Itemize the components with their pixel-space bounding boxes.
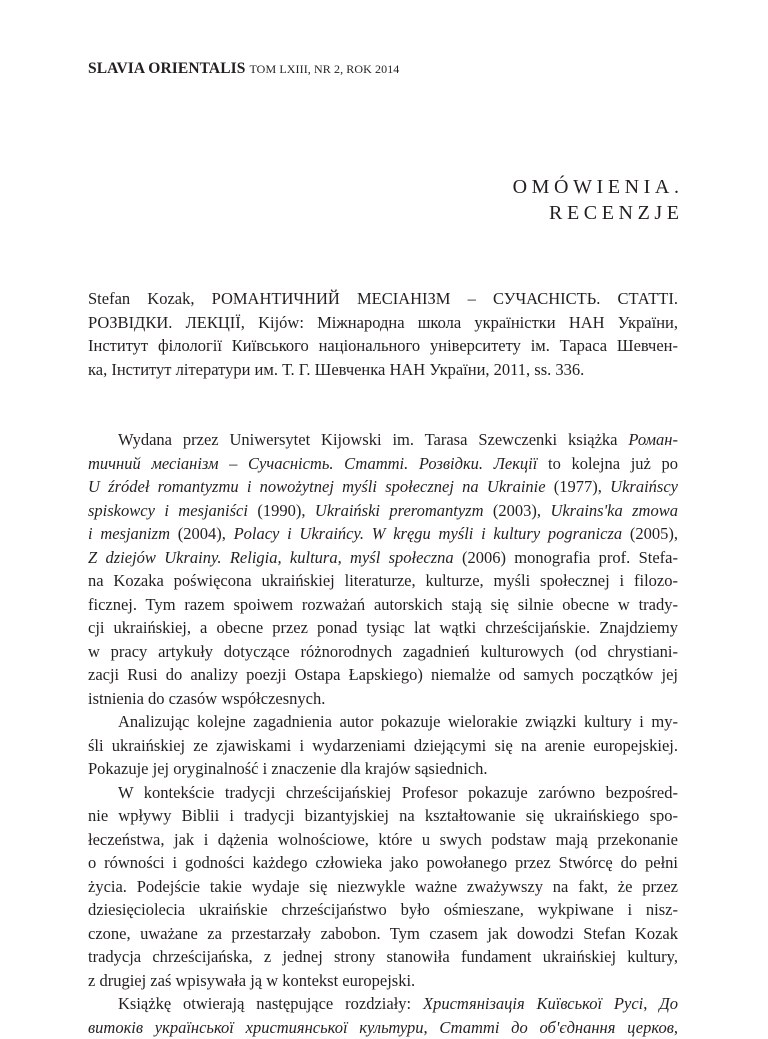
body-text: (1977), <box>546 477 611 496</box>
body-text: łeczeństwa, jak i dążenia wolnościowe, które u swych podstaw mają przekonanie <box>88 830 678 849</box>
bibliography-line: ка, Інститут літератури им. Т. Г. Шевченка НАН України, 2011, ss. 336. <box>88 358 678 382</box>
body-line <box>88 804 678 828</box>
body-line <box>88 734 678 758</box>
section-title-line-1: OMÓWIENIA. <box>513 174 684 200</box>
body-line <box>88 945 678 969</box>
body-line <box>88 475 678 499</box>
body-text: (2004), <box>170 524 234 543</box>
body-text: (2005), <box>622 524 678 543</box>
body-text: w pracy artykuły dotyczące różnorodnych zagadnień kulturowych (od chrystiani- <box>88 642 678 661</box>
body-text: W kontekście tradycji chrześcijańskiej Profesor pokazuje zarówno bezpośred- <box>118 783 678 802</box>
body-text: Książkę otwierają następujące rozdziały: <box>118 994 423 1013</box>
body-text: , <box>424 1018 440 1037</box>
body-line <box>88 499 678 523</box>
body-text: , <box>643 994 659 1013</box>
body-line <box>88 757 678 781</box>
body-text: Wydana przez Uniwersytet Kijowski im. Tarasa Szewczenki książka <box>118 430 628 449</box>
body-text: Analizując kolejne zagadnienia autor pokazuje wielorakie związki kultury i my- <box>118 712 678 731</box>
bibliography-line: Stefan Kozak, РОМАНТИЧНИЙ МЕСІАНІЗМ – СУЧАСНІСТЬ. СТАТТІ. <box>88 287 678 311</box>
section-title <box>513 174 679 226</box>
issue-info: TOM LXIII, NR 2, ROK 2014 <box>249 62 399 76</box>
body-text: o równości i godności każdego człowieka jako powołanego przez Stwórcę do pełni <box>88 853 678 872</box>
body-text: zacji Rusi do analizy poezji Ostapa Łapskiego) niemalże od samych początków jej <box>88 665 678 684</box>
body-line <box>88 781 678 805</box>
body-text: , <box>674 1018 678 1037</box>
body-line <box>88 992 678 1016</box>
italic-title-text: i mesjanizm <box>88 524 170 543</box>
body-line <box>88 569 678 593</box>
italic-title-text: Ukraińscy <box>610 477 678 496</box>
body-line <box>88 663 678 687</box>
running-header <box>88 60 399 78</box>
body-text: dziesięciolecia ukraińskie chrześcijaństwo było ośmieszane, wykpiwane i nisz- <box>88 900 678 919</box>
body-text: z drugiej zaś wpisywała ją w kontekst europejski. <box>88 971 415 990</box>
body-text: nie wpływy Biblii i tradycji bizantyjskiej na kształtowanie się ukraińskiego spo- <box>88 806 678 825</box>
body-line <box>88 1016 678 1039</box>
body-line <box>88 898 678 922</box>
body-line <box>88 875 678 899</box>
body-line <box>88 428 678 452</box>
italic-title-text: Статті до об'єднання церков <box>439 1018 674 1037</box>
body-text: to kolejna już po <box>537 454 678 473</box>
italic-title-text: тичний месіанізм – Сучасність. Статті. Розвідки. Лекції <box>88 454 537 473</box>
bibliography-line: Інститут філології Київського національного університету ім. Тараса Шевчен- <box>88 334 678 358</box>
body-text: istnienia do czasów współczesnych. <box>88 689 325 708</box>
body-text: (2003), <box>484 501 551 520</box>
italic-title-text: Ukraiński preromantyzm <box>315 501 484 520</box>
body-text: tradycja chrześcijańska, z jednej strony stanowiła fundament ukraińskiej kultury, <box>88 947 678 966</box>
body-text: ficznej. Tym razem spoiwem rozważań autorskich stają się silnie obecne w trady- <box>88 595 678 614</box>
bibliography-line: РОЗВІДКИ. ЛЕКЦІЇ, Kijów: Міжнародна школа україністки НАН України, <box>88 311 678 335</box>
body-line <box>88 969 678 993</box>
bibliographic-entry <box>88 287 678 381</box>
italic-title-text: Polacy i Ukraińcy. W kręgu myśli i kultury pogranicza <box>234 524 623 543</box>
body-text: (2006) monografia prof. Stefa- <box>454 548 678 567</box>
body-text: cji ukraińskiej, a obecne przez ponad tysiąc lat wątki chrześcijańskie. Znajdziemy <box>88 618 678 637</box>
italic-title-text: spiskowcy i mesjaniści <box>88 501 248 520</box>
body-text: czone, uważane za przestarzały zabobon. Tym czasem jak dowodzi Stefan Kozak <box>88 924 678 943</box>
journal-title: SLAVIA ORIENTALIS <box>88 60 245 77</box>
body-line <box>88 851 678 875</box>
italic-title-text: витоків української християнської культури <box>88 1018 424 1037</box>
body-line <box>88 640 678 664</box>
body-text: na Kozaka poświęcona ukraińskiej literaturze, kulturze, myśli społecznej i filozo- <box>88 571 678 590</box>
body-line <box>88 546 678 570</box>
italic-title-text: U źródeł romantyzmu i nowożytnej myśli społecznej na Ukrainie <box>88 477 546 496</box>
body-line <box>88 593 678 617</box>
italic-title-text: Ukrains'ka zmowa <box>550 501 678 520</box>
body-text: Pokazuje jej oryginalność i znaczenie dla krajów sąsiednich. <box>88 759 488 778</box>
body-text: śli ukraińskiej ze zjawiskami i wydarzeniami dziejącymi się na arenie europejskiej. <box>88 736 678 755</box>
body-line <box>88 522 678 546</box>
section-title-line-2: RECENZJE <box>513 200 684 226</box>
body-line <box>88 687 678 711</box>
body-line <box>88 922 678 946</box>
review-body <box>88 428 678 1039</box>
italic-title-text: Христянізація Київської Русі <box>423 994 643 1013</box>
body-line <box>88 616 678 640</box>
italic-title-text: До <box>659 994 678 1013</box>
italic-title-text: Роман- <box>628 430 678 449</box>
body-text: życia. Podejście takie wydaje się niezwykle ważne zważywszy na fakt, że przez <box>88 877 678 896</box>
italic-title-text: Z dziejów Ukrainy. Religia, kultura, myśl społeczna <box>88 548 454 567</box>
body-line <box>88 828 678 852</box>
body-line <box>88 710 678 734</box>
body-text: (1990), <box>248 501 315 520</box>
body-line <box>88 452 678 476</box>
